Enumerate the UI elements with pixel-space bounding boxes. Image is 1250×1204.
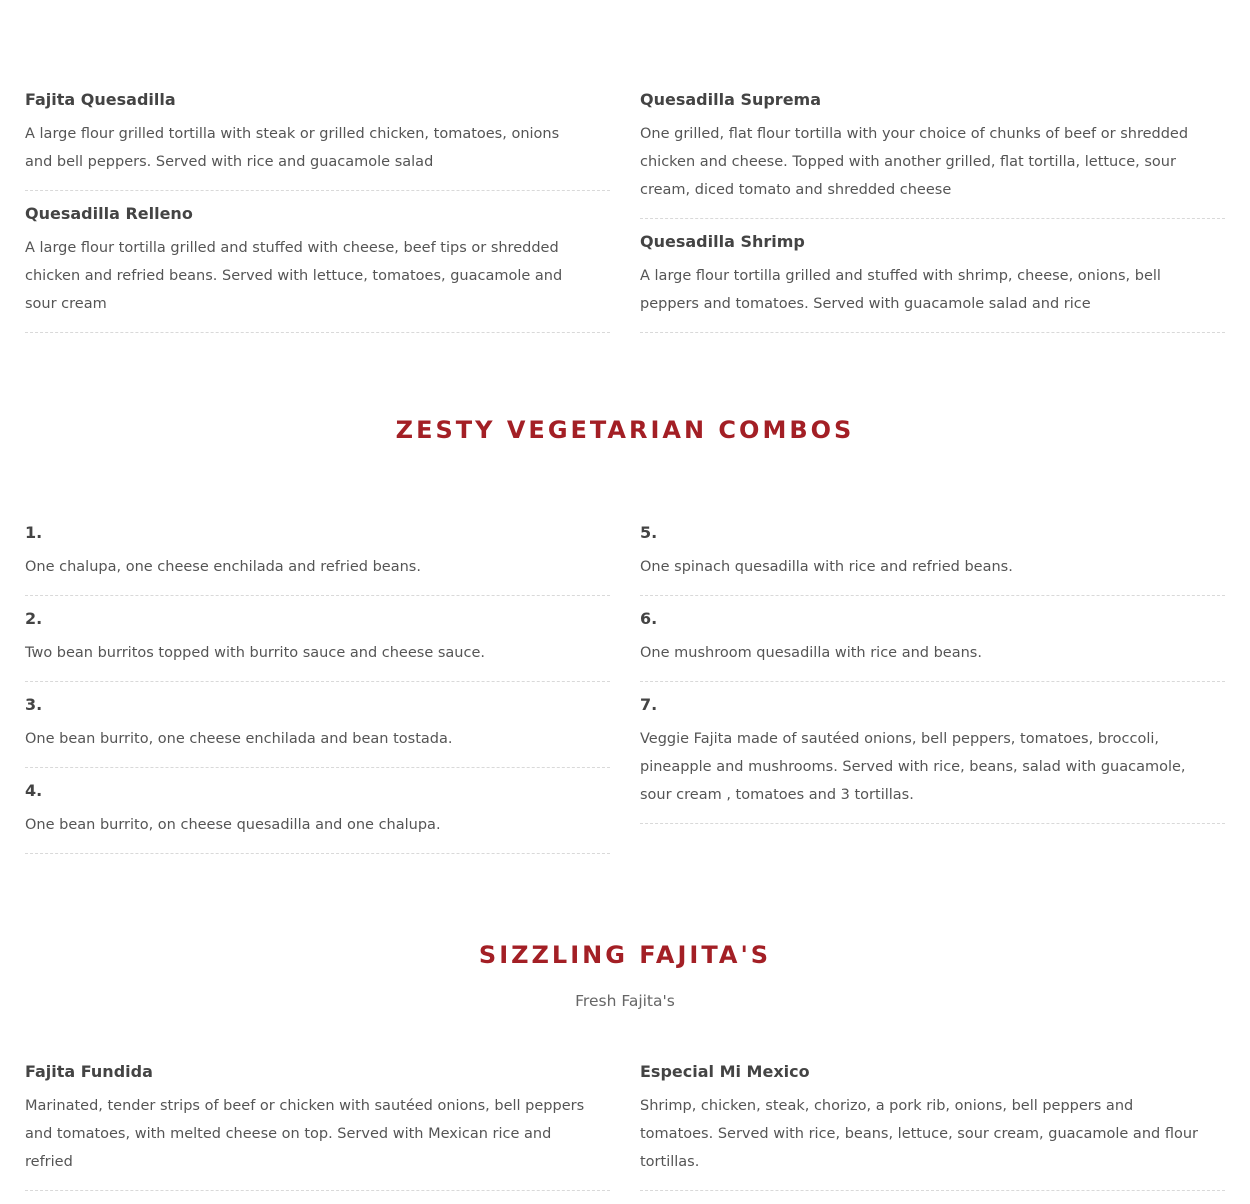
item-description: One mushroom quesadilla with rice and beans. bbox=[640, 645, 982, 661]
item-description: One chalupa, one cheese enchilada and refried beans. bbox=[25, 559, 421, 575]
item-description: Marinated, tender strips of beef or chicken with sautéed onions, bell peppers and tomatoes, with melted cheese on top. Served with Mexican rice and refried bbox=[25, 1098, 585, 1170]
item-title: 7. bbox=[640, 695, 658, 714]
item-title: Especial Mi Mexico bbox=[640, 1062, 810, 1081]
menu-item bbox=[25, 609, 610, 682]
menu-item bbox=[25, 781, 610, 854]
item-title: 1. bbox=[25, 523, 43, 542]
item-title: 4. bbox=[25, 781, 43, 800]
menu-item bbox=[25, 204, 610, 333]
menu-item bbox=[25, 695, 610, 768]
item-title: Quesadilla Suprema bbox=[640, 90, 822, 109]
item-title: 3. bbox=[25, 695, 43, 714]
item-title: Quesadilla Shrimp bbox=[640, 232, 805, 251]
menu-item bbox=[640, 523, 1225, 596]
item-description: A large flour grilled tortilla with steak or grilled chicken, tomatoes, onions and bell peppers. Served with rice and guacamole salad bbox=[25, 126, 560, 170]
fajitas-left-column bbox=[25, 1062, 610, 1204]
item-description: Shrimp, chicken, steak, chorizo, a pork rib, onions, bell peppers and tomatoes. Served with rice, beans, lettuce, sour cream, guacamole and flour tortillas. bbox=[640, 1098, 1198, 1170]
menu-item bbox=[25, 1062, 610, 1191]
item-title: 6. bbox=[640, 609, 658, 628]
item-description: One bean burrito, one cheese enchilada and bean tostada. bbox=[25, 731, 453, 747]
item-title: Quesadilla Relleno bbox=[25, 204, 193, 223]
item-description: One bean burrito, on cheese quesadilla and one chalupa. bbox=[25, 817, 441, 833]
item-description: A large flour tortilla grilled and stuffed with shrimp, cheese, onions, bell peppers and tomatoes. Served with guacamole salad and rice bbox=[640, 268, 1161, 312]
vegetarian-right-column bbox=[640, 523, 1225, 837]
vegetarian-left-column bbox=[25, 523, 610, 867]
item-description: One spinach quesadilla with rice and refried beans. bbox=[640, 559, 1013, 575]
menu-item bbox=[25, 90, 610, 191]
section-subtitle-fajitas: Fresh Fajita's bbox=[575, 992, 675, 1010]
section-title-fajitas: SIZZLING FAJITA'S bbox=[478, 941, 772, 969]
menu-item bbox=[640, 232, 1225, 333]
fajitas-right-column bbox=[640, 1062, 1225, 1204]
item-description: Two bean burritos topped with burrito sauce and cheese sauce. bbox=[25, 645, 485, 661]
item-title: 2. bbox=[25, 609, 43, 628]
section-title-vegetarian: ZESTY VEGETARIAN COMBOS bbox=[395, 416, 855, 444]
item-description: A large flour tortilla grilled and stuffed with cheese, beef tips or shredded chicken and refried beans. Served with lettuce, tomatoes, guacamole and sour cream bbox=[25, 240, 563, 312]
item-title: Fajita Fundida bbox=[25, 1062, 153, 1081]
menu-item bbox=[25, 523, 610, 596]
quesadillas-left-column bbox=[25, 90, 610, 346]
menu-item bbox=[640, 609, 1225, 682]
menu-item bbox=[640, 1062, 1225, 1191]
item-description: One grilled, flat flour tortilla with your choice of chunks of beef or shredded chicken and cheese. Topped with another grilled, flat tortilla, lettuce, sour cream, diced tomato and shredded cheese bbox=[640, 126, 1189, 198]
quesadillas-right-column bbox=[640, 90, 1225, 346]
menu-item bbox=[640, 90, 1225, 219]
menu-item bbox=[640, 695, 1225, 824]
item-title: Fajita Quesadilla bbox=[25, 90, 176, 109]
item-description: Veggie Fajita made of sautéed onions, bell peppers, tomatoes, broccoli, pineapple and mushrooms. Served with rice, beans, salad with guacamole, sour cream , tomatoes and 3 tortillas. bbox=[640, 731, 1186, 803]
item-title: 5. bbox=[640, 523, 658, 542]
